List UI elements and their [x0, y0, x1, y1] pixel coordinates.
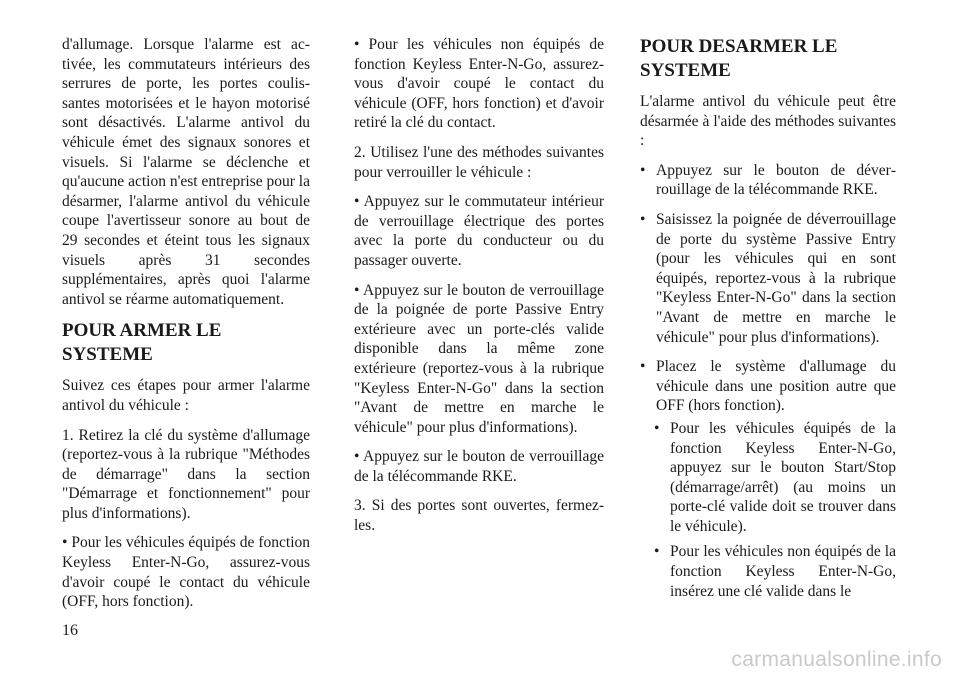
sub-list-item-text: Pour les véhicules non équipés de la fonction Keyless Enter-N-Go, insérez une clé valide dans le [670, 543, 896, 600]
bullet-marker: • [640, 358, 646, 376]
disarm-intro-paragraph: L'alarme antivol du véhicule peut être désarmée à l'aide des méthodes suivantes : [640, 93, 896, 150]
bullet-marker: • [654, 419, 660, 437]
bullet-marker: • [654, 543, 660, 561]
list-item [640, 161, 896, 200]
list-item [640, 210, 896, 347]
arm-step-2: 2. Utilisez l'une des méthodes suivantes pour verrouiller le véhicule : [354, 143, 604, 181]
sub-list-item-text: Pour les véhicules équipés de la fonction Keyless Enter-N-Go, appuyez sur le bouton Start/Stop (démarrage/arrêt) (au moins un porte-clé valide doit se trouver dans le véhicule). [670, 419, 896, 535]
list-item [640, 357, 896, 416]
list-item-text: Placez le système d'allumage du véhicule dans une position autre que OFF (hors fonction). [656, 358, 896, 415]
bullet-marker: • [640, 210, 646, 228]
arm-step-1-bullet-non-keyless: • Pour les véhicules non équipés de fonction Keyless Enter-N-Go, assurez-vous d'avoir coupé le contact du véhicule (OFF, hors fonction) et d'avoir retiré la clé du contact. [354, 36, 604, 132]
list-item-text: Saisissez la poignée de déverrouillage de porte du système Passive Entry (pour les véhicules qui en sont équipés, reportez-vous à la rubrique "Keyless Enter-N-Go" dans la section "Avant de mettre en marche le véhicule" pour plus d'informations). [656, 210, 896, 346]
arm-step-1-bullet-keyless: • Pour les véhicules équipés de fonction Keyless Enter-N-Go, assurez-vous d'avoir coupé le contact du véhicule (OFF, hors fonction). [62, 534, 310, 611]
arm-intro-paragraph: Suivez ces étapes pour armer l'alarme antivol du véhicule : [62, 377, 310, 414]
watermark: carmanualsonline.info [731, 648, 942, 671]
lock-method-interior-switch: • Appuyez sur le commutateur intérieur de verrouillage électrique des portes avec la porte du conducteur ou du passager ouverte. [354, 193, 604, 269]
lock-method-rke: • Appuyez sur le bouton de verrouillage de la télécommande RKE. [354, 448, 604, 485]
list-item-text: Appuyez sur le bouton de déverrouillage de la télécommande RKE. [656, 161, 896, 199]
lock-method-passive-entry: • Appuyez sur le bouton de verrouillage de la poignée de porte Passive Entry extérieure avec un porte-clés valide disponible dans la même zone extérieure (reportez-vous à la rubrique "Keyless Enter-N-Go" dans la section "Avant de mettre en marche le véhicule" pour plus d'informations). [354, 281, 604, 436]
arm-system-heading: POUR ARMER LE SYSTEME [62, 320, 222, 366]
column-left [62, 35, 310, 622]
column-right [640, 35, 896, 607]
disarm-methods-list [640, 161, 896, 601]
arm-step-1: 1. Retirez la clé du système d'allumage (reportez-vous à la rubrique "Méthodes de démarrage" dans la section "Démarrage et fonctionnement" pour plus d'informations). [62, 426, 310, 522]
page-number: 16 [62, 622, 78, 639]
column-middle [354, 35, 604, 546]
sub-list-item [640, 419, 896, 537]
sub-list-item [640, 542, 896, 601]
disarm-system-heading: POUR DESARMER LE SYSTEME [640, 36, 838, 81]
bullet-marker: • [640, 161, 646, 179]
alarm-description-paragraph: d'allumage. Lorsque l'alarme est activée, les commutateurs intérieurs des serrures de porte, les portes coulissantes motorisées et le hayon motorisé sont désactivés. L'alarme antivol du véhicule émet des signaux sonores et visuels. Si l'alarme se déclenche et qu'aucune action n'est entreprise pour la désarmer, l'alarme antivol du véhicule coupe l'avertisseur sonore au bout de 29 secondes et éteint tous les signaux visuels après 31 secondes supplémentaires, après quoi l'alarme antivol se réarme automatiquement. [62, 36, 310, 308]
arm-step-3: 3. Si des portes sont ouvertes, fermez-les. [354, 497, 604, 535]
